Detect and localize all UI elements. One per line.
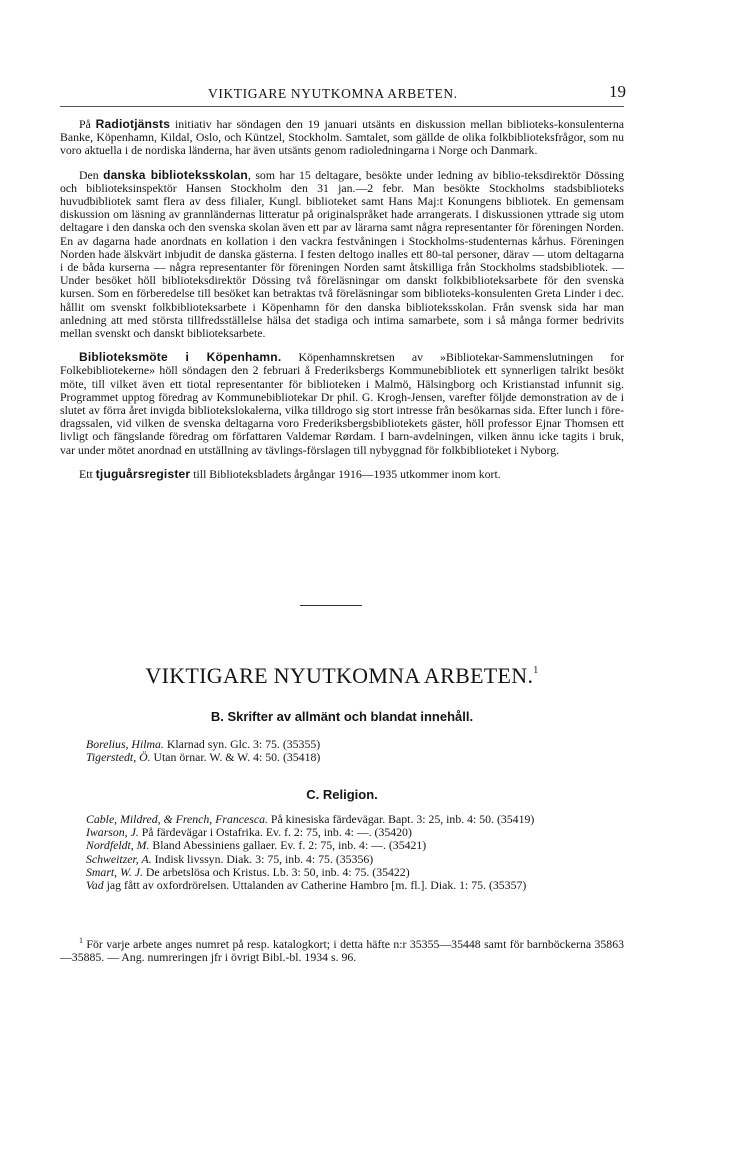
paragraph-keyword: Radiotjänsts (95, 117, 171, 131)
paragraph-body: till Biblioteksbladets årgångar 1916—1935 utkommer inom kort. (190, 466, 501, 481)
entry-author: Borelius, Hilma. (86, 737, 164, 751)
paragraph-body: , som har 15 deltagare, besökte under ledning av biblio-teksdirektör Dössing och biblioteksinspektör Hansen Stockholm den 31 jan.—2 febr. Man besökte Stockholms stadsbiblioteks huvudbibliotek samt flera av dess filialer, Kungl. biblioteket samt Hans Maj:t Konungens bibliotek. En gemensam diskussion om läsning av grannländernas litteratur på originalspråket hade arrangerats. I diskussionen yttrade sig utom deltagare i den danska och den svenska skolan även ett par av lärarna samt några representanter för föreningen Norden. En av dagarna hade anordnats en kollation i den vackra festvåningen i Stockholms-studenternas kårhus. Föreningen Norden hade älskvärt inbjudit de danska gästerna. I festen deltogo inalles ett 80-tal personer, därav — utom deltagarna i de båda kurserna — några representanter för föreningen Norden samt åtskilliga från Stockholms stadsbibliotek. — Under besöket höll biblioteksdirektör Dössing två föreläsningar om danskt folkbiblioteksarbete för den svenska kursen. Som en förberedelse till besöket kan betraktas två föreläsningar som biblioteks-konsulenten Greta Linder i dec. hållit om svenskt folkbiblioteksarbete i Köpenhamn för den danska biblioteksskolan. Från svensk sida har man anledning att med största tillfredsställelse hälsa det stadiga och intima samarbete, som i så många former bedrivits mellan svenskt och danskt biblioteksarbete. (60, 167, 624, 341)
list-item (86, 751, 624, 764)
paragraph-keyword: Biblioteksmöte i Köpenhamn. (79, 350, 282, 365)
main-heading-text: VIKTIGARE NYUTKOMNA ARBETEN. (145, 663, 534, 688)
list-item (60, 879, 624, 892)
entry-details: Klarnad syn. Glc. 3: 75. (35355) (163, 737, 321, 751)
subheading-section-b: B. Skrifter av allmänt och blandat innehåll. (210, 709, 474, 724)
entries-section-c (60, 813, 624, 892)
running-title: VIKTIGARE NYUTKOMNA ARBETEN. (208, 86, 458, 101)
paragraph-lead: Den (79, 167, 104, 182)
running-head (60, 82, 626, 107)
entry-details: På färdevägar i Ostafrika. Ev. f. 2: 75, inb. 4: —. (35420) (138, 825, 412, 840)
entry-author: Iwarson, J. (86, 825, 139, 840)
entry-author: Nordfeldt, M. (86, 838, 150, 853)
section-divider (300, 605, 362, 606)
entry-details: jag fått av oxfordrörelsen. Uttalanden av Catherine Hambro [m. fl.]. Diak. 1: 75. (35357) (103, 878, 527, 893)
entry-details: På kinesiska färdevägar. Bapt. 3: 25, inb. 4: 50. (35419) (267, 812, 535, 826)
paragraph-danska-biblioteksskolan (60, 169, 624, 341)
entry-details: Bland Abessiniens gallaer. Ev. f. 2: 75, inb. 4: —. (35421) (149, 838, 427, 853)
paragraph-body: initiativ har söndagen den 19 januari utsänts en diskussion mellan biblioteks-konsulenterna Banke, Köpenhamn, Kildal, Oslo, och Küntzel, Stockholm. Samtalet, som gällde de olika folkbiblioteksfrågor, som nu voro aktuella i de nordiska länderna, har även utsänts genom radioledningarna i Norge och Danmark. (60, 117, 624, 158)
entry-author: Tigerstedt, Ö. (86, 750, 151, 765)
news-notes (60, 118, 624, 492)
footnote-reference: 1 (533, 665, 539, 676)
entry-author: Smart, W. J. (86, 864, 143, 879)
entry-details: Utan örnar. W. & W. 4: 50. (35418) (150, 750, 321, 765)
paragraph-radiotjanst (60, 118, 624, 158)
paragraph-keyword: tjuguårsregister (95, 466, 191, 481)
paragraph-biblioteksmote (60, 351, 624, 457)
subheading-section-c: C. Religion. (306, 787, 378, 802)
entries-section-b (60, 738, 624, 764)
entry-author: Schweitzer, A. (86, 851, 152, 866)
paragraph-lead: På (79, 117, 96, 131)
paragraph-keyword: danska biblioteksskolan (103, 167, 248, 182)
footnote-text: För varje arbete anges numret på resp. katalogkort; i detta häfte n:r 35355—35448 samt för barnböckerna 35863—35885. — Ang. numreringen jfr i övrigt Bibl.-bl. 1934 s. 96. (60, 936, 624, 965)
paragraph-body: Köpenhamnskretsen av »Bibliotekar-Sammenslutningen for Folkebibliotekerne» höll söndagen den 2 februari å Frederiksbergs Kommunebibliotek ett synnerligen talrikt besökt möte, till vilket även ett tiotal representanter för biblioteken i Malmö, Hälsingborg och Kristianstad infunnit sig. Programmet upptog föredrag av Kommunebibliotekar Dr phil. G. Krogh-Jensen, varefter följde demonstration av de i slutet av förra året invigda bibliotekslokalerna, vilka tilldrogo sig stort intresse från besökarnas sida. Efter lunch i före-dragssalen, vid vilken de svenska deltagarna voro Frederiksbergsbibliotekets gäster, höll professor Ejnar Thomsen ett livligt och fängslande föredrag om författaren Valdemar Rørdam. I barn-avdelningen, vilken ännu icke tagits i bruk, var under mötet anordnad en utställning av tävlings-förslagen till nybyggnad för folkbiblioteket i Nyborg. (60, 350, 624, 457)
footnote (60, 934, 624, 964)
entry-author: Cable, Mildred, & French, Francesca. (86, 812, 268, 826)
main-heading (60, 663, 624, 689)
footnote-mark: 1 (79, 936, 83, 945)
entry-author: Vad (86, 878, 104, 893)
paragraph-tjuguarsregister (60, 468, 624, 481)
paragraph-lead: Ett (79, 466, 96, 481)
entry-details: De arbetslösa och Kristus. Lb. 3: 50, inb. 4: 75. (35422) (142, 864, 410, 879)
entry-details: Indisk livssyn. Diak. 3: 75, inb. 4: 75. (35356) (151, 851, 374, 866)
page-number: 19 (609, 82, 626, 101)
